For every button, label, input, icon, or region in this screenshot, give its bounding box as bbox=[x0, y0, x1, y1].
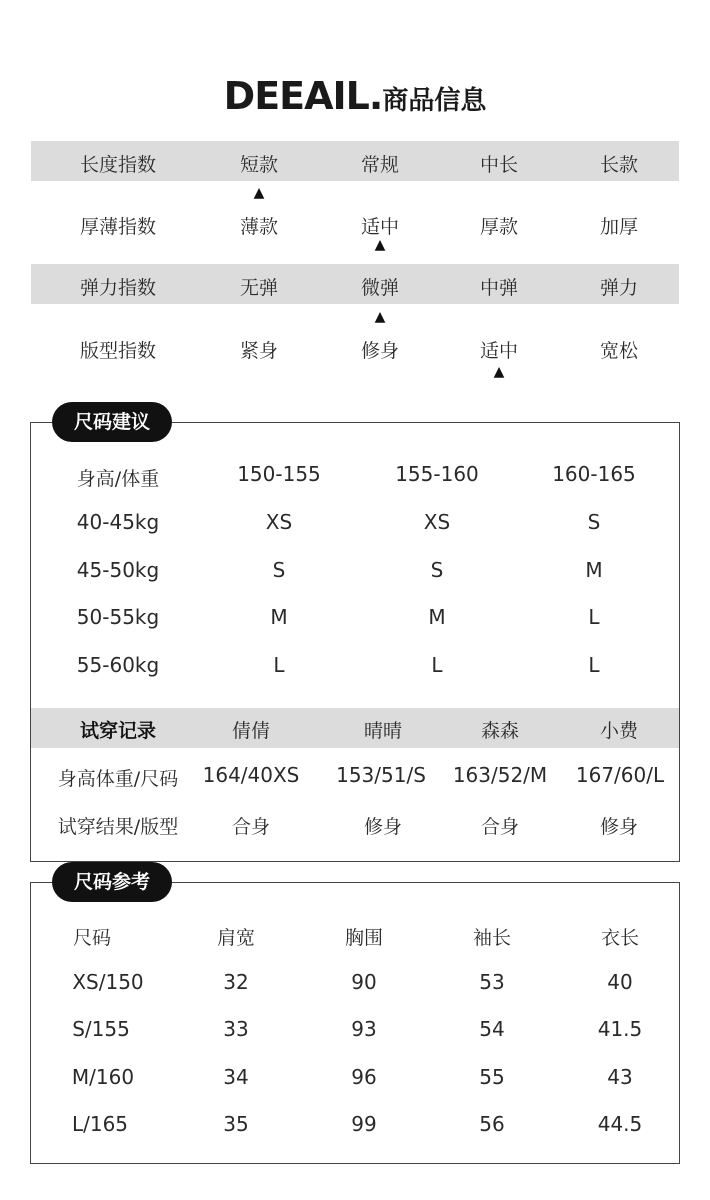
suggestion-size: M bbox=[270, 605, 288, 629]
reference-value: 93 bbox=[351, 1017, 377, 1041]
suggestion-header-cell: 身高/体重 bbox=[76, 468, 160, 490]
reference-size: L/165 bbox=[71, 1112, 129, 1136]
reference-size: M/160 bbox=[71, 1065, 135, 1089]
reference-size: XS/150 bbox=[72, 970, 144, 994]
selected-indicator-icon: ▲ bbox=[374, 309, 386, 325]
suggestion-weight: 55-60kg bbox=[76, 653, 160, 677]
index-option: 修身 bbox=[360, 340, 400, 362]
suggestion-size: S bbox=[587, 510, 601, 534]
selected-indicator-icon: ▲ bbox=[374, 237, 386, 253]
index-option: 薄款 bbox=[239, 216, 279, 238]
reference-value: 43 bbox=[607, 1065, 633, 1089]
title-dot: . bbox=[368, 74, 383, 118]
suggestion-size: XS bbox=[265, 510, 293, 534]
index-label-elasticity: 弹力指数 bbox=[79, 277, 157, 299]
fitting-value: 163/52/M bbox=[452, 763, 548, 787]
suggestion-size: L bbox=[588, 653, 600, 677]
fitting-row-label: 试穿结果/版型 bbox=[57, 816, 179, 838]
size-suggestion-title: 尺码建议 bbox=[52, 402, 172, 442]
suggestion-weight: 45-50kg bbox=[76, 558, 160, 582]
size-reference-title: 尺码参考 bbox=[52, 862, 172, 902]
index-label-length: 长度指数 bbox=[79, 154, 157, 176]
fitting-value: 合身 bbox=[480, 816, 520, 838]
reference-header-cell: 袖长 bbox=[472, 927, 512, 949]
reference-value: 96 bbox=[351, 1065, 377, 1089]
index-option: 微弹 bbox=[360, 277, 400, 299]
index-option: 适中 bbox=[360, 216, 400, 238]
suggestion-size: L bbox=[273, 653, 285, 677]
fitting-model-name: 小费 bbox=[599, 720, 639, 742]
index-option: 适中 bbox=[479, 340, 519, 362]
reference-value: 33 bbox=[223, 1017, 249, 1041]
index-option: 长款 bbox=[599, 154, 639, 176]
fitting-value: 修身 bbox=[363, 816, 403, 838]
selected-indicator-icon: ▲ bbox=[493, 364, 505, 380]
fitting-value: 153/51/S bbox=[336, 763, 426, 787]
reference-value: 54 bbox=[479, 1017, 505, 1041]
reference-header-cell: 胸围 bbox=[344, 927, 384, 949]
index-option: 短款 bbox=[239, 154, 279, 176]
reference-value: 35 bbox=[223, 1112, 249, 1136]
fitting-row-label: 身高体重/尺码 bbox=[57, 768, 179, 790]
reference-header-cell: 肩宽 bbox=[216, 927, 256, 949]
fitting-value: 合身 bbox=[231, 816, 271, 838]
fitting-model-name: 晴晴 bbox=[363, 720, 403, 742]
index-option: 弹力 bbox=[599, 277, 639, 299]
suggestion-weight: 40-45kg bbox=[76, 510, 160, 534]
index-option: 中弹 bbox=[479, 277, 519, 299]
suggestion-size: L bbox=[431, 653, 443, 677]
reference-header-cell: 尺码 bbox=[72, 927, 112, 949]
reference-value: 99 bbox=[351, 1112, 377, 1136]
selected-indicator-icon: ▲ bbox=[253, 185, 265, 201]
index-option: 加厚 bbox=[599, 216, 639, 238]
reference-size: S/155 bbox=[72, 1017, 130, 1041]
page-title bbox=[0, 74, 710, 118]
index-label-fit: 版型指数 bbox=[79, 340, 157, 362]
reference-value: 53 bbox=[479, 970, 505, 994]
suggestion-weight: 50-55kg bbox=[76, 605, 160, 629]
fitting-value: 修身 bbox=[599, 816, 639, 838]
suggestion-size: S bbox=[272, 558, 286, 582]
title-subtitle: 商品信息 bbox=[382, 86, 487, 116]
fitting-value: 167/60/L bbox=[575, 763, 665, 787]
index-option: 紧身 bbox=[239, 340, 279, 362]
index-option: 无弹 bbox=[239, 277, 279, 299]
index-option: 常规 bbox=[360, 154, 400, 176]
fitting-model-name: 森森 bbox=[480, 720, 520, 742]
suggestion-header-cell: 160-165 bbox=[552, 462, 636, 486]
index-option: 中长 bbox=[479, 154, 519, 176]
suggestion-size: M bbox=[428, 605, 446, 629]
reference-value: 56 bbox=[479, 1112, 505, 1136]
suggestion-header-cell: 155-160 bbox=[395, 462, 479, 486]
reference-value: 44.5 bbox=[597, 1112, 643, 1136]
reference-header-cell: 衣长 bbox=[600, 927, 640, 949]
fitting-record-title: 试穿记录 bbox=[79, 720, 157, 742]
reference-value: 55 bbox=[479, 1065, 505, 1089]
reference-value: 41.5 bbox=[597, 1017, 643, 1041]
reference-value: 34 bbox=[223, 1065, 249, 1089]
reference-value: 32 bbox=[223, 970, 249, 994]
fitting-model-name: 倩倩 bbox=[231, 720, 271, 742]
brand-name: DEEAIL bbox=[223, 74, 369, 118]
suggestion-size: M bbox=[585, 558, 603, 582]
reference-value: 90 bbox=[351, 970, 377, 994]
suggestion-header-cell: 150-155 bbox=[237, 462, 321, 486]
index-option: 宽松 bbox=[599, 340, 639, 362]
suggestion-size: XS bbox=[423, 510, 451, 534]
fitting-value: 164/40XS bbox=[202, 763, 300, 787]
suggestion-size: L bbox=[588, 605, 600, 629]
index-label-thickness: 厚薄指数 bbox=[79, 216, 157, 238]
reference-value: 40 bbox=[607, 970, 633, 994]
index-option: 厚款 bbox=[479, 216, 519, 238]
suggestion-size: S bbox=[430, 558, 444, 582]
